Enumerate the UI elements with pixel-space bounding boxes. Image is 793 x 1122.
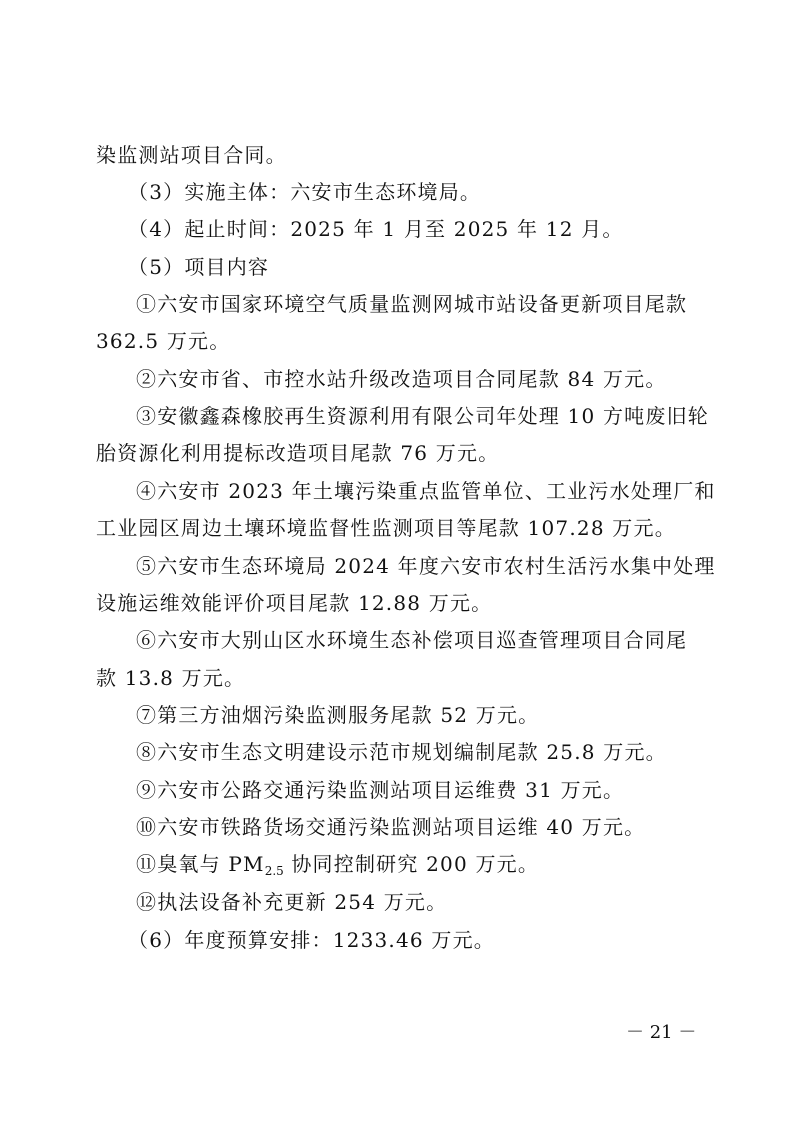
text-line: 362.5 万元。 xyxy=(96,329,231,353)
pm-text-after: 协同控制研究 200 万元。 xyxy=(283,852,540,876)
text-line: ①六安市国家环境空气质量监测网城市站设备更新项目尾款 xyxy=(136,292,688,316)
text-line: ④六安市 2023 年土壤污染重点监管单位、工业污水处理厂和 xyxy=(136,479,716,503)
pm-text-before: ⑪臭氧与 PM xyxy=(136,852,265,876)
pm-subscript: 2.5 xyxy=(264,864,284,878)
text-line: ⑥六安市大别山区水环境生态补偿项目巡查管理项目合同尾 xyxy=(136,628,688,652)
text-line: ⑫执法设备补充更新 254 万元。 xyxy=(136,890,448,914)
text-line: ②六安市省、市控水站升级改造项目合同尾款 84 万元。 xyxy=(136,367,667,391)
text-line: ⑤六安市生态环境局 2024 年度六安市农村生活污水集中处理 xyxy=(136,554,716,578)
text-line-pm25 xyxy=(136,852,539,883)
text-line: ⑧六安市生态文明建设示范市规划编制尾款 25.8 万元。 xyxy=(136,740,667,764)
text-line: （6）年度预算安排：1233.46 万元。 xyxy=(128,928,495,952)
text-line: 胎资源化利用提标改造项目尾款 76 万元。 xyxy=(96,441,500,465)
text-line: （5）项目内容 xyxy=(128,255,270,279)
text-line: 设施运维效能评价项目尾款 12.88 万元。 xyxy=(96,591,493,615)
text-line: 款 13.8 万元。 xyxy=(96,666,246,690)
text-line: ③安徽鑫森橡胶再生资源利用有限公司年处理 10 方吨废旧轮 xyxy=(136,404,709,428)
text-line: （3）实施主体：六安市生态环境局。 xyxy=(128,180,482,204)
page-number: － 21 － xyxy=(626,1022,697,1043)
text-line: 工业园区周边土壤环境监督性监测项目等尾款 107.28 万元。 xyxy=(96,516,676,540)
text-line: 染监测站项目合同。 xyxy=(96,143,287,167)
text-line: （4）起止时间：2025 年 1 月至 2025 年 12 月。 xyxy=(128,217,624,241)
text-line: ⑦第三方油烟污染监测服务尾款 52 万元。 xyxy=(136,703,540,727)
text-line: ⑩六安市铁路货场交通污染监测站项目运维 40 万元。 xyxy=(136,815,646,839)
text-line: ⑨六安市公路交通污染监测站项目运维费 31 万元。 xyxy=(136,778,625,802)
